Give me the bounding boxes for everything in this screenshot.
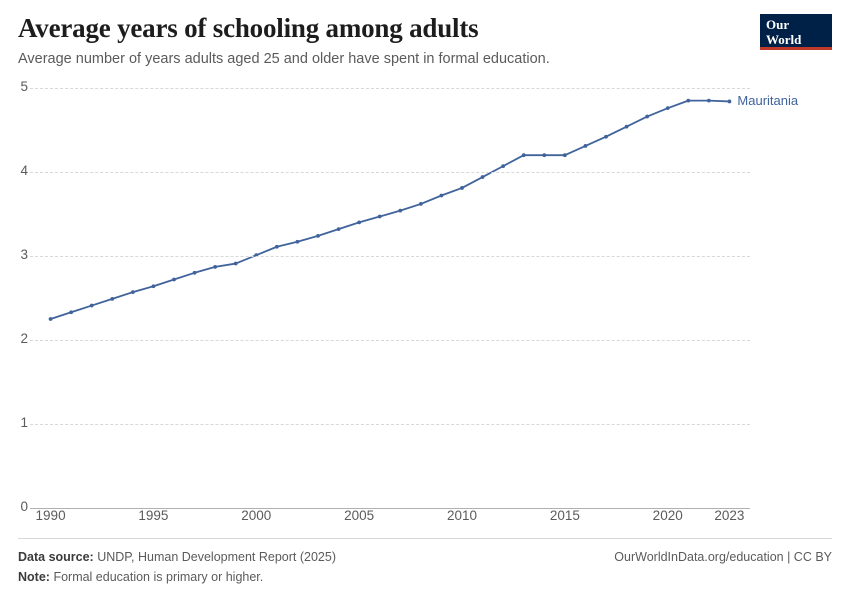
data-point[interactable] <box>90 304 94 308</box>
data-point[interactable] <box>707 99 711 103</box>
data-point[interactable] <box>460 186 464 190</box>
x-axis <box>30 508 750 530</box>
data-point[interactable] <box>542 153 546 157</box>
y-axis-tick-label: 4 <box>20 163 28 178</box>
y-axis-tick-label: 3 <box>20 247 28 262</box>
x-axis-tick-label: 1995 <box>138 508 169 523</box>
source-label: Data source: <box>18 550 94 564</box>
data-point[interactable] <box>337 227 341 231</box>
x-axis-tick-label: 2005 <box>344 508 375 523</box>
gridline <box>30 340 750 341</box>
data-point[interactable] <box>584 144 588 148</box>
data-point[interactable] <box>234 262 238 266</box>
plot-area <box>0 80 850 540</box>
gridline <box>30 172 750 173</box>
gridline <box>30 88 750 89</box>
x-axis-tick-label: 1990 <box>35 508 66 523</box>
owid-logo-line2: in Data <box>766 47 807 62</box>
data-point[interactable] <box>131 290 135 294</box>
data-point[interactable] <box>398 209 402 213</box>
gridline <box>30 424 750 425</box>
data-point[interactable] <box>604 135 608 139</box>
x-axis-tick-label: 2000 <box>241 508 272 523</box>
series-lines <box>30 88 750 508</box>
data-point[interactable] <box>110 297 114 301</box>
data-point[interactable] <box>49 317 53 321</box>
x-axis-tick-label: 2023 <box>714 508 745 523</box>
data-point[interactable] <box>563 153 567 157</box>
data-point[interactable] <box>419 202 423 206</box>
x-axis-tick-label: 2015 <box>549 508 580 523</box>
data-point[interactable] <box>69 310 73 314</box>
data-point[interactable] <box>378 215 382 219</box>
data-point[interactable] <box>316 234 320 238</box>
data-point[interactable] <box>172 278 176 282</box>
data-point[interactable] <box>645 115 649 119</box>
data-point[interactable] <box>522 153 526 157</box>
y-axis-tick-label: 5 <box>20 79 28 94</box>
footer-note-row <box>18 569 832 586</box>
note-value: Formal education is primary or higher. <box>53 570 264 584</box>
owid-logo-line1: Our World <box>766 17 802 47</box>
page-title: Average years of schooling among adults <box>18 13 479 43</box>
owid-logo[interactable] <box>760 14 832 62</box>
data-point[interactable] <box>213 265 217 269</box>
data-point[interactable] <box>275 245 279 249</box>
data-point[interactable] <box>193 271 197 275</box>
note-label: Note: <box>18 570 50 584</box>
chart-subtitle: Average number of years adults aged 25 and older have spent in formal education. <box>18 51 550 67</box>
data-point[interactable] <box>625 125 629 129</box>
series-label-mauritania[interactable]: Mauritania <box>737 93 799 109</box>
y-axis-tick-label: 0 <box>20 499 28 514</box>
footer-attribution[interactable]: OurWorldInData.org/education | CC BY <box>614 550 832 564</box>
data-point[interactable] <box>152 284 156 288</box>
chart-header <box>18 12 832 68</box>
y-axis-tick-label: 2 <box>20 331 28 346</box>
data-point[interactable] <box>666 106 670 110</box>
data-point[interactable] <box>728 100 732 104</box>
data-point[interactable] <box>296 240 300 244</box>
source-value: UNDP, Human Development Report (2025) <box>97 550 336 564</box>
plot-inner <box>20 79 750 514</box>
chart-footer <box>18 538 832 586</box>
x-axis-tick-label: 2010 <box>446 508 478 523</box>
gridline <box>30 256 750 257</box>
data-point[interactable] <box>357 221 361 225</box>
data-point[interactable] <box>501 164 505 168</box>
x-axis-tick-label: 2020 <box>652 508 683 523</box>
data-point[interactable] <box>440 194 444 198</box>
data-point[interactable] <box>481 175 485 179</box>
data-point[interactable] <box>686 99 690 103</box>
y-axis-tick-label: 1 <box>20 415 28 430</box>
footer-source-row <box>18 549 832 566</box>
